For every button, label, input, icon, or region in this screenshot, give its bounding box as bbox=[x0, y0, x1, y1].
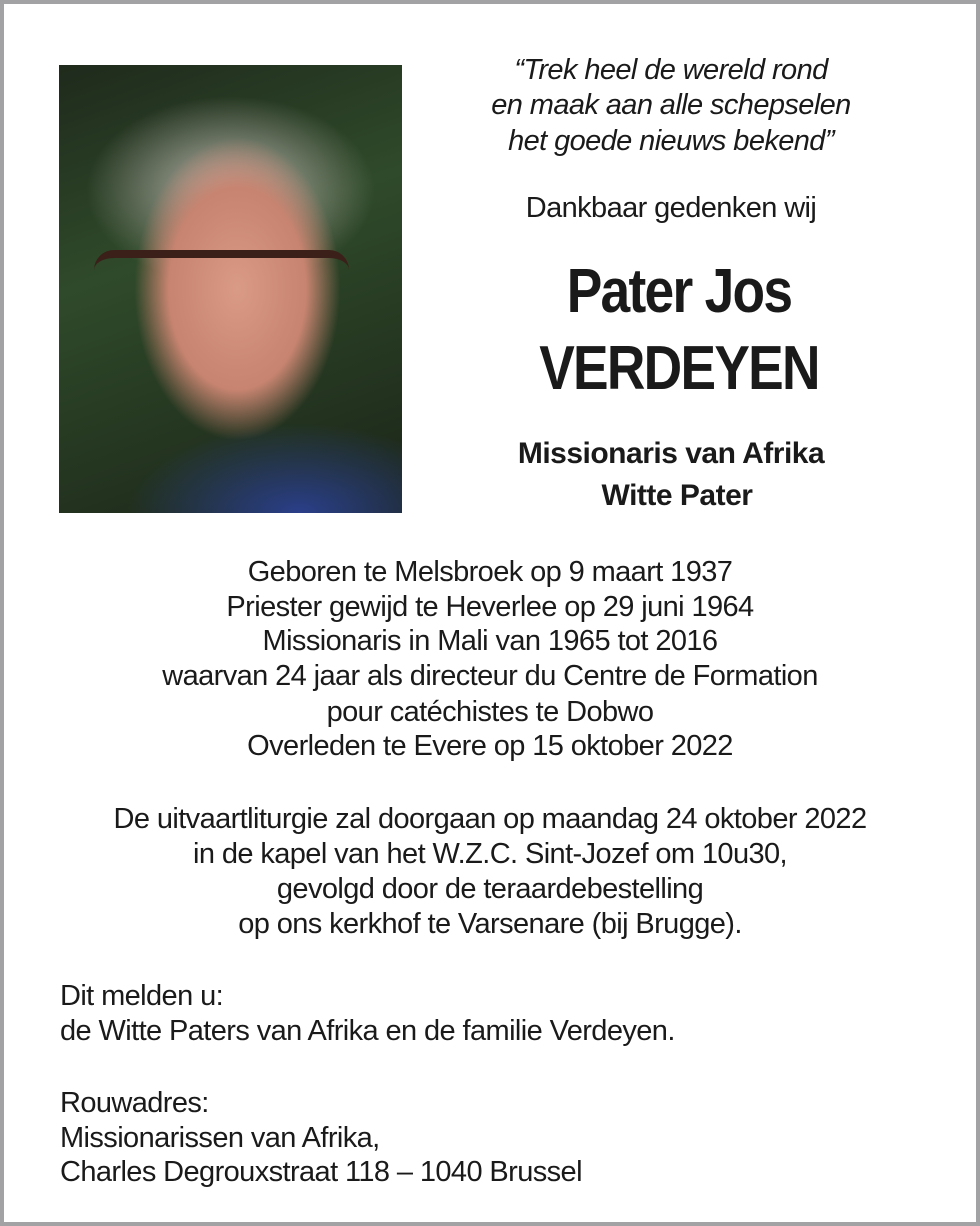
address-line: Missionarissen van Afrika, bbox=[60, 1122, 380, 1154]
bio-line: Geboren te Melsbroek op 9 maart 1937 bbox=[247, 556, 733, 588]
funeral-line: gevolgd door de teraardebestelling bbox=[276, 873, 704, 905]
title-line: Missionaris van Afrika bbox=[517, 437, 825, 470]
funeral-line: in de kapel van het W.Z.C. Sint-Jozef om 10u30, bbox=[192, 838, 788, 870]
announcer-line: de Witte Paters van Afrika en de familie Verdeyen. bbox=[60, 1015, 675, 1047]
quote-line: en maak aan alle schepselen bbox=[491, 89, 851, 121]
bio-line: pour catéchistes te Dobwo bbox=[326, 696, 654, 728]
quote-line: het goede nieuws bekend” bbox=[508, 125, 834, 157]
quote-line: “Trek heel de wereld rond bbox=[514, 54, 828, 86]
announcer-line: Dit melden u: bbox=[60, 980, 224, 1012]
name-last: VERDEYEN bbox=[539, 334, 819, 403]
glasses-shape bbox=[94, 250, 349, 318]
bio-line: Priester gewijd te Heverlee op 29 juni 1964 bbox=[226, 591, 754, 623]
address-line: Rouwadres: bbox=[60, 1087, 209, 1119]
intro-text: Dankbaar gedenken wij bbox=[525, 192, 817, 224]
bio-line: Overleden te Evere op 15 oktober 2022 bbox=[247, 730, 733, 762]
portrait-photo bbox=[59, 65, 402, 513]
bio-line: waarvan 24 jaar als directeur du Centre de Formation bbox=[162, 660, 818, 692]
name-first: Pater Jos bbox=[566, 257, 792, 326]
bio-line: Missionaris in Mali van 1965 tot 2016 bbox=[262, 625, 718, 657]
funeral-line: op ons kerkhof te Varsenare (bij Brugge). bbox=[238, 908, 742, 940]
address-line: Charles Degrouxstraat 118 – 1040 Brussel bbox=[60, 1156, 582, 1188]
funeral-line: De uitvaartliturgie zal doorgaan op maandag 24 oktober 2022 bbox=[113, 803, 867, 835]
title-line: Witte Pater bbox=[601, 479, 753, 512]
